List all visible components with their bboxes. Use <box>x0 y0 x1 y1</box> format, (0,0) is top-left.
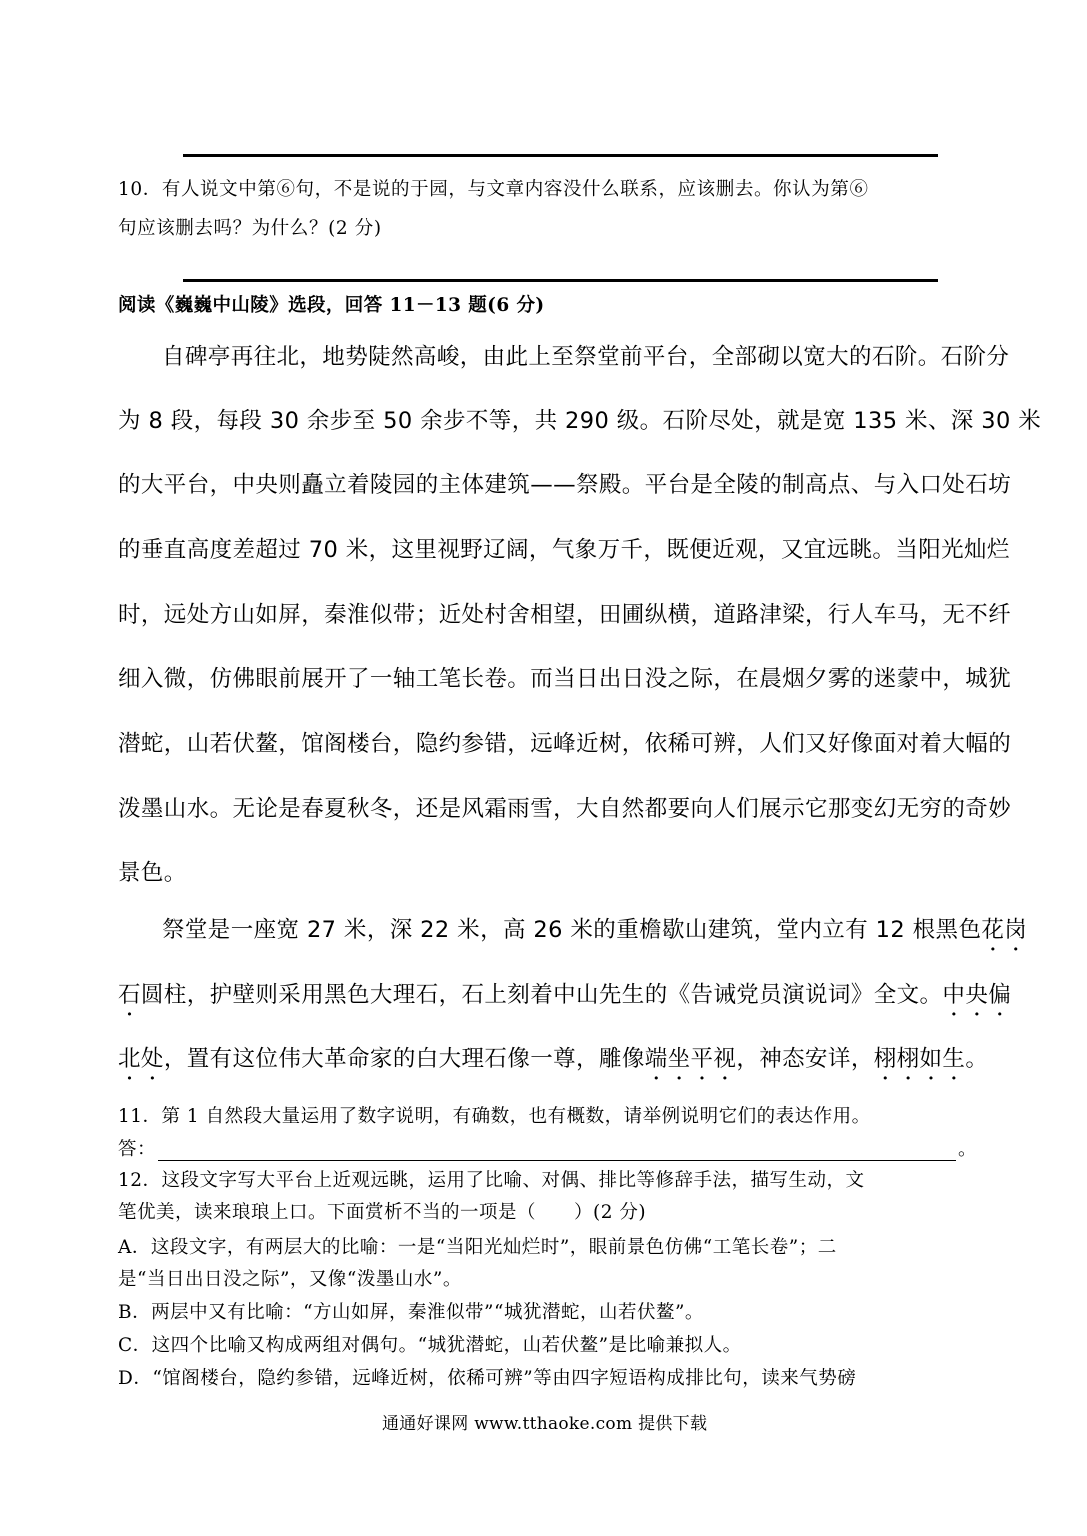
answer-rule-top <box>183 154 938 157</box>
plain-text: 圆柱，护壁则采用黑色大理石，石上刻着中山先生的《告诫党员演说词》全文。 <box>140 982 943 1008</box>
question-11-line-1: 11．第 1 自然段大量运用了数字说明，有确数，也有概数，请举例说明它们的表达作用。 <box>118 1106 871 1127</box>
paragraph-line: 景色。 <box>118 860 187 886</box>
paragraph-line: 的大平台，中央则矗立着陵园的主体建筑——祭殿。平台是全陵的制高点、与入口处石坊 <box>118 472 1012 498</box>
paragraph-line <box>118 1041 988 1085</box>
answer-label: 答： <box>118 1139 157 1160</box>
answer-blank[interactable] <box>158 1142 956 1161</box>
plain-text: ，置有这位伟大革命家的白大理石像一尊，雕像 <box>163 1046 645 1072</box>
question-11-answer-line <box>118 1135 977 1161</box>
paragraph-line: 自碑亭再往北，地势陡然高峻，由此上至祭堂前平台，全部砌以宽大的石阶。石阶分 <box>162 344 1010 370</box>
answer-end: 。 <box>958 1139 978 1160</box>
paragraph-line: 时，远处方山如屏，秦淮似带；近处村舍相望，田圃纵横，道路津梁，行人车马，无不纤 <box>118 602 1012 628</box>
emphasized-text: 石 <box>118 982 141 1008</box>
option-b: B．两层中又有比喻：“方山如屏，秦淮似带”“城犹潜蛇，山若伏鳌”。 <box>118 1302 704 1323</box>
plain-text: 。 <box>965 1046 989 1072</box>
paragraph-line: 为 8 段，每段 30 余步至 50 余步不等，共 290 级。石阶尽处，就是宽 135 米、深 30 米 <box>118 408 1042 434</box>
emphasized-text: 中央偏 <box>942 982 1012 1008</box>
emphasized-text: 端坐平视 <box>644 1046 737 1072</box>
emphasized-text: 花岗 <box>981 917 1028 943</box>
paragraph-line: 潜蛇，山若伏鳌，馆阁楼台，隐约参错，远峰近树，依稀可辨，人们又好像面对着大幅的 <box>118 731 1012 757</box>
option-a-line-1: A．这段文字，有两层大的比喻：一是“当阳光灿烂时”，眼前景色仿佛“工笔长卷”；二 <box>118 1237 837 1258</box>
option-a-line-2: 是“当日出日没之际”，又像“泼墨山水”。 <box>118 1269 462 1290</box>
answer-rule-q10 <box>183 279 938 282</box>
paragraph-line: 泼墨山水。无论是春夏秋冬，还是风霜雨雪，大自然都要向人们展示它那变幻无穷的奇妙 <box>118 796 1012 822</box>
plain-text: 祭堂是一座宽 27 米，深 22 米，高 26 米的重檐歇山建筑，堂内立有 12 根黑色 <box>162 917 982 943</box>
reading-heading: 阅读《巍巍中山陵》选段，回答 11－13 题(6 分) <box>118 295 545 316</box>
paragraph-line <box>162 912 1027 956</box>
paragraph-line: 的垂直高度差超过 70 米，这里视野辽阔，气象万千，既便近观，又宜远眺。当阳光灿烂 <box>118 537 1010 563</box>
paragraph-line <box>118 977 1011 1021</box>
option-c: C．这四个比喻又构成两组对偶句。“城犹潜蛇，山若伏鳌”是比喻兼拟人。 <box>118 1335 742 1356</box>
option-d: D．“馆阁楼台，隐约参错，远峰近树，依稀可辨”等由四字短语构成排比句，读来气势磅 <box>118 1368 857 1389</box>
page-footer: 通通好课网 www.tthaoke.com 提供下载 <box>382 1414 708 1434</box>
question-12-line-1: 12．这段文字写大平台上近观远眺，运用了比喻、对偶、排比等修辞手法，描写生动，文 <box>118 1170 865 1191</box>
emphasized-text: 栩栩如生 <box>873 1046 966 1072</box>
paragraph-line: 细入微，仿佛眼前展开了一轴工笔长卷。而当日出日没之际，在晨烟夕雾的迷蒙中，城犹 <box>118 666 1012 692</box>
question-10-line-2: 句应该删去吗？为什么？(2 分) <box>118 218 382 239</box>
question-10-line-1: 10．有人说文中第⑥句，不是说的于园，与文章内容没什么联系，应该删去。你认为第⑥ <box>118 179 869 200</box>
plain-text: ，神态安详， <box>736 1046 874 1072</box>
question-12-line-2: 笔优美，读来琅琅上口。下面赏析不当的一项是（ ）(2 分) <box>118 1202 647 1223</box>
emphasized-text: 北处 <box>118 1046 164 1072</box>
